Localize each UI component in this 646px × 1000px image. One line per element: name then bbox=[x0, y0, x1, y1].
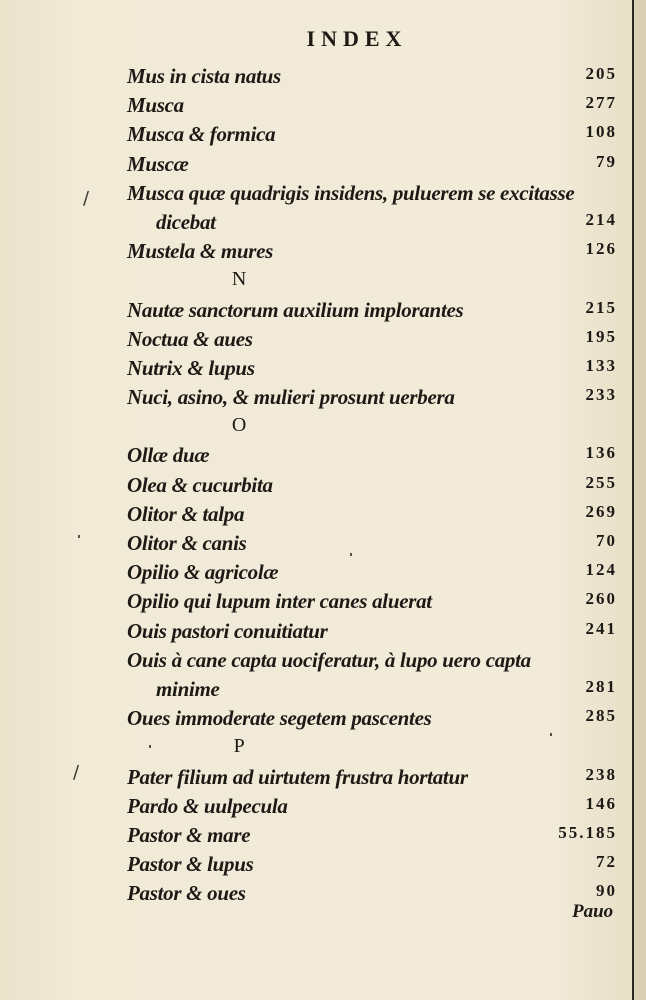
index-entry-continuation bbox=[0, 208, 646, 237]
entry-text: Musca quæ quadrigis insidens, puluerem se excitasse bbox=[127, 180, 575, 205]
catchword: Pauo bbox=[572, 901, 614, 922]
entry-text: Nautæ sanctorum auxilium implorantes bbox=[127, 297, 464, 322]
section-letter bbox=[0, 733, 646, 762]
entry-text: Ollæ duæ bbox=[127, 443, 210, 468]
entry-text: Opilio qui lupum inter canes aluerat bbox=[127, 589, 432, 614]
index-entry bbox=[0, 383, 646, 412]
entry-page-number: 260 bbox=[585, 589, 617, 609]
entry-page-number: 255 bbox=[585, 472, 617, 492]
index-entry bbox=[0, 879, 646, 908]
entry-page-number: 195 bbox=[585, 326, 617, 346]
entry-page-number: 285 bbox=[585, 706, 617, 726]
index-entry bbox=[0, 792, 646, 821]
entry-page-number: 146 bbox=[585, 793, 617, 813]
entry-page-number: 136 bbox=[585, 443, 617, 463]
entry-text: Musca & formica bbox=[127, 122, 276, 147]
entry-text: Pastor & mare bbox=[127, 822, 251, 847]
index-entry bbox=[0, 558, 646, 587]
entry-page-number: 72 bbox=[596, 852, 617, 872]
entry-page-number: 238 bbox=[585, 764, 617, 784]
section-letter-text: P bbox=[233, 735, 245, 758]
entry-page-number: 126 bbox=[585, 239, 617, 259]
index-entry bbox=[0, 617, 646, 646]
section-letter-text: N bbox=[231, 268, 247, 291]
page-header bbox=[0, 26, 646, 52]
index-entry bbox=[0, 646, 646, 675]
entry-page-number: 241 bbox=[585, 618, 617, 638]
entry-text: Olea & cucurbita bbox=[127, 472, 273, 497]
index-entry bbox=[0, 441, 646, 470]
entry-page-number: 133 bbox=[585, 355, 617, 375]
entry-page-number: 79 bbox=[596, 151, 617, 171]
index-entry bbox=[0, 529, 646, 558]
index-entry bbox=[0, 850, 646, 879]
entry-text: Opilio & agricolæ bbox=[127, 560, 279, 585]
entry-text: Musca bbox=[127, 93, 184, 118]
index-list bbox=[0, 62, 646, 908]
entry-text: Pater filium ad uirtutem frustra hortatur bbox=[127, 764, 468, 789]
entry-text: Muscæ bbox=[127, 151, 189, 176]
entry-page-number: 281 bbox=[585, 676, 617, 696]
index-entry bbox=[0, 325, 646, 354]
index-entry bbox=[0, 500, 646, 529]
entry-page-number: 214 bbox=[585, 209, 617, 229]
section-letter bbox=[0, 412, 646, 441]
entry-text: minime bbox=[156, 676, 220, 701]
section-letter-text: O bbox=[231, 414, 247, 437]
entry-page-number: 269 bbox=[585, 501, 617, 521]
index-entry bbox=[0, 296, 646, 325]
entry-text: Oues immoderate segetem pascentes bbox=[127, 706, 432, 731]
entry-page-number: 108 bbox=[585, 122, 617, 142]
entry-text: Pastor & oues bbox=[127, 881, 246, 906]
entry-text: Ouis à cane capta uociferatur, à lupo uero capta bbox=[127, 647, 531, 672]
index-entry bbox=[0, 821, 646, 850]
index-entry-continuation bbox=[0, 675, 646, 704]
entry-page-number: 215 bbox=[585, 297, 617, 317]
entry-text: Nutrix & lupus bbox=[127, 355, 255, 380]
entry-text: Olitor & canis bbox=[127, 531, 247, 555]
index-entry bbox=[0, 120, 646, 149]
entry-text: Ouis pastori conuitiatur bbox=[127, 618, 328, 643]
entry-text: Olitor & talpa bbox=[127, 501, 245, 526]
entry-page-number: 55.185 bbox=[558, 822, 617, 842]
entry-text: Noctua & aues bbox=[127, 326, 253, 351]
section-letter bbox=[0, 266, 646, 295]
entry-page-number: 233 bbox=[585, 385, 617, 405]
entry-page-number: 277 bbox=[585, 93, 617, 113]
index-entry bbox=[0, 91, 646, 120]
index-entry bbox=[0, 471, 646, 500]
entry-text: Mus in cista natus bbox=[127, 64, 281, 88]
entry-page-number: 90 bbox=[596, 881, 617, 901]
margin-mark: / bbox=[83, 188, 90, 209]
header-title: INDEX bbox=[306, 26, 408, 51]
index-entry bbox=[0, 704, 646, 733]
entry-text: Pastor & lupus bbox=[127, 852, 254, 877]
index-entry bbox=[0, 179, 646, 208]
index-entry bbox=[0, 150, 646, 179]
entry-page-number: 70 bbox=[596, 531, 617, 550]
index-entry bbox=[0, 237, 646, 266]
index-entry bbox=[0, 587, 646, 616]
entry-page-number: 205 bbox=[585, 64, 617, 83]
entry-text: Pardo & uulpecula bbox=[127, 793, 288, 818]
entry-text: Nuci, asino, & mulieri prosunt uerbera bbox=[127, 385, 455, 410]
margin-mark: / bbox=[73, 762, 80, 783]
entry-text: Mustela & mures bbox=[127, 239, 274, 264]
index-entry bbox=[0, 354, 646, 383]
index-entry bbox=[0, 763, 646, 792]
index-entry bbox=[0, 62, 646, 91]
entry-text: dicebat bbox=[156, 209, 216, 234]
entry-page-number: 124 bbox=[585, 560, 617, 580]
